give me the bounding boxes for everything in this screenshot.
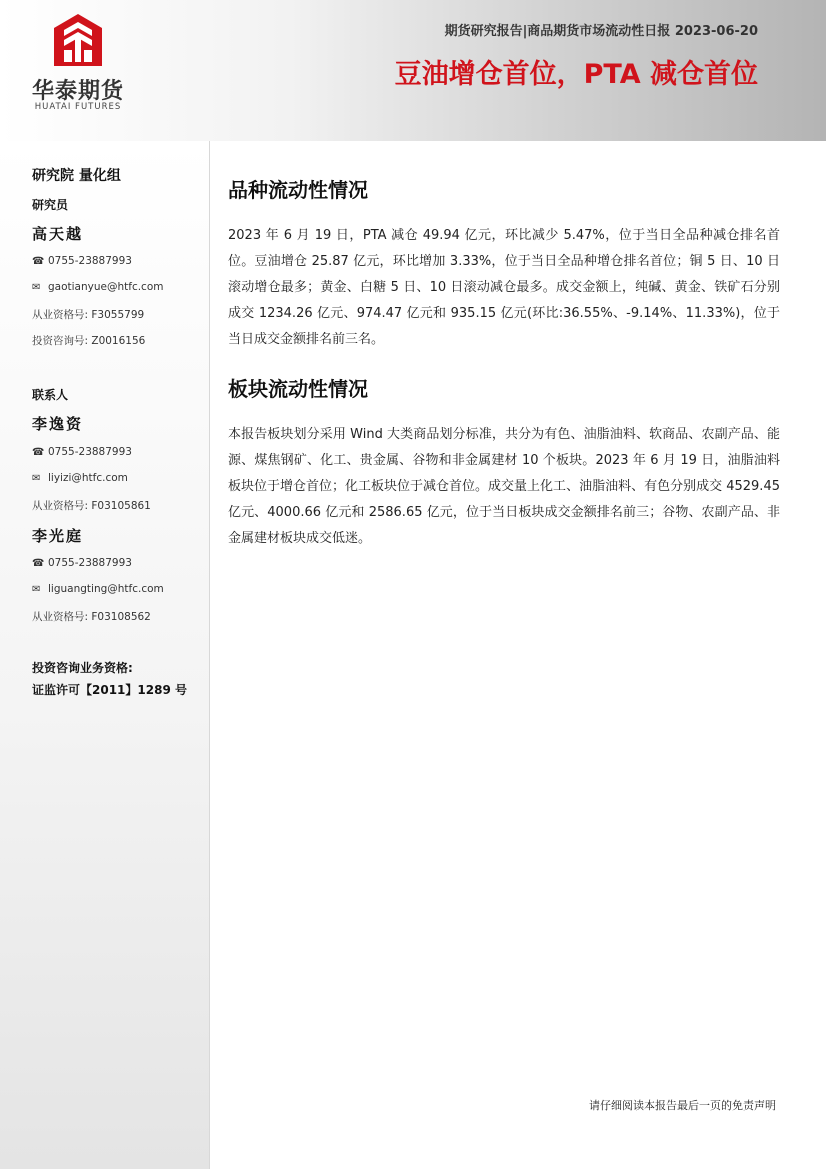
phone-icon: ☎ (32, 255, 45, 267)
email-icon: ✉ (32, 472, 41, 484)
contact-name: 李光庭 (32, 527, 84, 545)
researcher-invest-no: 投资咨询号: Z0016156 (32, 335, 146, 347)
huatai-logo-icon (54, 14, 102, 66)
company-logo (28, 14, 138, 114)
researcher-phone: ☎ 0755-23887993 (32, 255, 132, 267)
email-icon: ✉ (32, 583, 41, 595)
license-title: 投资咨询业务资格: (32, 661, 133, 675)
contact-qualification: 从业资格号: F03105861 (32, 500, 151, 512)
author-sidebar (0, 141, 210, 1169)
section-paragraph: 2023 年 6 月 19 日，PTA 减仓 49.94 亿元，环比减少 5.47%，位于当日全品种减仓排名首位。豆油增仓 25.87 亿元，环比增加 3.33%，位于当日全品种增仓排名首位；铜 5 日、10 日滚动增仓最多；黄金、白糖 5 日、10 日滚动减仓最多。成交金额上，纯碱、黄金、铁矿石分别成交 1234.26 亿元、974.47 亿元和 935.15 亿元(环比:36.55%、-9.14%、11.33%)，位于当日成交金额排名前三名。 (228, 228, 780, 347)
email-icon: ✉ (32, 281, 41, 293)
section-paragraph: 本报告板块划分采用 Wind 大类商品划分标准，共分为有色、油脂油料、软商品、农副产品、能源、煤焦钢矿、化工、贵金属、谷物和非金属建材 10 个板块。2023 年 6 月 19 日，油脂油料板块位于增仓首位；化工板块位于减仓首位。成交量上化工、油脂油料、有色分别成交 4529.45 亿元、4000.66 亿元和 2586.65 亿元，位于当日板块成交金额排名前三；谷物、农副产品、非金属建材板块成交低迷。 (228, 427, 780, 546)
report-type-line: 期货研究报告|商品期货市场流动性日报 2023-06-20 (444, 24, 758, 39)
license-number: 证监许可【2011】1289 号 (32, 683, 187, 697)
report-title: 豆油增仓首位，PTA 减仓首位 (394, 59, 758, 90)
researcher-label: 研究员 (32, 198, 69, 212)
phone-icon: ☎ (32, 557, 45, 569)
logo-text-en: HUATAI FUTURES (34, 102, 122, 112)
dept-label: 研究院 量化组 (32, 168, 121, 184)
contact-phone: ☎ 0755-23887993 (32, 557, 132, 569)
report-header (0, 0, 826, 141)
researcher-email[interactable]: ✉ gaotianyue@htfc.com (32, 281, 164, 293)
phone-icon: ☎ (32, 446, 45, 458)
contact-email[interactable]: ✉ liyizi@htfc.com (32, 472, 128, 484)
researcher-qualification: 从业资格号: F3055799 (32, 309, 145, 321)
contact-phone: ☎ 0755-23887993 (32, 446, 132, 458)
section-title: 板块流动性情况 (228, 377, 368, 401)
contact-name: 李逸资 (32, 415, 84, 433)
contact-email[interactable]: ✉ liguangting@htfc.com (32, 583, 164, 595)
disclaimer-note: 请仔细阅读本报告最后一页的免责声明 (589, 1099, 776, 1112)
report-body (228, 170, 780, 552)
researcher-name: 高天越 (32, 225, 84, 243)
contact-qualification: 从业资格号: F03108562 (32, 611, 151, 623)
section-title: 品种流动性情况 (228, 178, 368, 202)
contact-label: 联系人 (32, 388, 69, 402)
logo-text-cn: 华泰期货 (31, 79, 124, 104)
